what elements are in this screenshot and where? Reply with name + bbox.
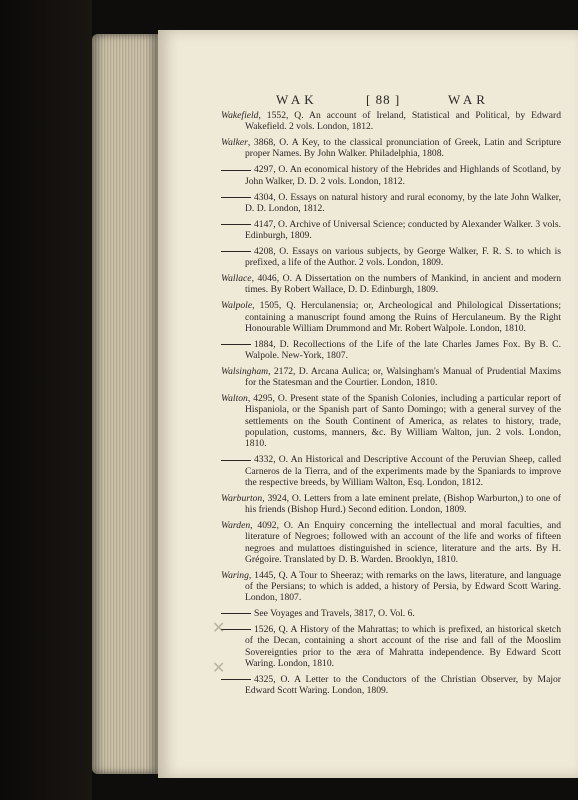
catalog-entry xyxy=(221,192,561,215)
entry-text: 4332, O. An Historical and Descriptive Account of the Peruvian Sheep, called Carneros de la Tierra, and of the experiments made by the Spaniards to improve the respective breeds, by William Walton, Esq. London, 1812. xyxy=(245,454,561,488)
entry-text: , 4092, O. An Enquiry concerning the intellectual and moral faculties, and literature of Negroes; followed with an account of the life and works of fifteen negroes and mulattoes distinguished in science, literature and the arts. By H. Grégoire. Translated by D. B. Warden. Brooklyn, 1810. xyxy=(245,519,561,565)
entry-text: , 2172, D. Arcana Aulica; or, Walsingham's Manual of Prudential Maxims for the Statesman and the Courtier. London, 1810. xyxy=(245,365,561,389)
ditto-dash xyxy=(221,251,251,252)
entry-author: Walker xyxy=(221,137,248,149)
entry-text: 1526, Q. A History of the Mahrattas; to which is prefixed, an historical sketch of the Decan, containing a short account of the rise and fall of the Mooslim Sovereignties prior to the æra of Mahratta independence. By Edward Scott Waring. London, 1810. xyxy=(245,624,561,669)
catalog-entry xyxy=(221,624,561,669)
entry-author: Warburton xyxy=(221,492,263,504)
catalog-entry xyxy=(221,393,561,449)
catalog-entry xyxy=(221,137,561,160)
entry-author: Waring xyxy=(221,569,249,581)
entry-text: , 1505, Q. Herculanensia; or, Archeological and Philological Dissertations; containing a manuscript found among the Ruins of Herculaneum. By the Right Honourable William Drummond and Mr. Robert Walpole. London, 1810. xyxy=(245,300,561,334)
catalog-entry xyxy=(221,300,561,334)
header-right: WAR xyxy=(448,92,489,107)
ditto-dash xyxy=(221,170,251,171)
entry-text: 4304, O. Essays on natural history and rural economy, by the late John Walker, D. D. London, 1812. xyxy=(245,191,561,214)
catalog-entry xyxy=(221,110,561,133)
running-header xyxy=(158,92,578,112)
catalog-entry xyxy=(221,366,561,389)
catalog-entries xyxy=(221,110,561,701)
entry-author: Warden xyxy=(221,519,251,531)
page-edges xyxy=(92,34,158,774)
entry-text: 4325, O. A Letter to the Conductors of the Christian Observer, by Major Edward Scott Waring. London, 1809. xyxy=(245,673,561,697)
entry-text: , 1552, Q. An account of Ireland, Statistical and Political, by Edward Wakefield. 2 vols. London, 1812. xyxy=(245,110,561,133)
catalog-entry xyxy=(221,493,561,516)
catalog-entry xyxy=(221,570,561,604)
catalog-entry xyxy=(221,219,561,242)
entry-text: , 3868, O. A Key, to the classical pronunciation of Greek, Latin and Scripture proper Names. By John Walker. Philadelphia, 1808. xyxy=(245,137,561,160)
entry-author: Walsingham xyxy=(221,365,269,377)
ditto-dash xyxy=(221,224,251,225)
ditto-dash xyxy=(221,679,251,680)
entry-text: See Voyages and Travels, 3817, O. Vol. 6. xyxy=(254,608,415,620)
entry-text: , 4295, O. Present state of the Spanish Colonies, including a particular report of Hispaniola, or the Spanish part of Santo Domingo; with a general survey of the settlements on the South Continent of America, as relates to history, trade, population, customs, manners, &c. By William Walton, jun. 2 vols. London, 1810. xyxy=(245,393,561,450)
ditto-dash xyxy=(221,613,251,614)
ditto-dash xyxy=(221,460,251,461)
entry-text: , 3924, O. Letters from a late eminent prelate, (Bishop Warburton,) to one of his friends (Bishop Hurd.) Second edition. London, 1809. xyxy=(245,492,561,516)
catalog-entry xyxy=(221,520,561,565)
ditto-dash xyxy=(221,197,251,198)
entry-text: 4147, O. Archive of Universal Science; conducted by Alexander Walker. 3 vols. Edinburgh, 1809. xyxy=(245,218,561,242)
book-page xyxy=(158,30,578,778)
catalog-entry xyxy=(221,608,561,619)
catalog-entry xyxy=(221,454,561,488)
entry-text: , 1445, Q. A Tour to Sheeraz; with remarks on the laws, literature, and language of the Persians; to which is added, a history of Persia, by Edward Scott Waring. London, 1807. xyxy=(245,569,561,604)
catalog-entry xyxy=(221,273,561,296)
header-left: WAK xyxy=(276,92,318,107)
entry-text: 4208, O. Essays on various subjects, by George Walker, F. R. S. to which is prefixed, a life of the Author. 2 vols. London, 1809. xyxy=(245,245,561,269)
entry-text: , 4046, O. A Dissertation on the numbers of Mankind, in ancient and modern times. By Robert Wallace, D. D. Edinburgh, 1809. xyxy=(245,273,561,296)
entry-text: 1884, D. Recollections of the Life of the late Charles James Fox. By B. C. Walpole. New-York, 1807. xyxy=(245,338,561,362)
ditto-dash xyxy=(221,344,251,345)
pencil-mark: ✕ xyxy=(212,658,226,677)
catalog-entry xyxy=(221,674,561,697)
entry-author: Wallace xyxy=(221,273,252,285)
entry-text: 4297, O. An economical history of the Hebrides and Highlands of Scotland, by John Walker, D. D. 2 vols. London, 1812. xyxy=(245,164,561,187)
entry-author: Walpole xyxy=(221,300,253,312)
background xyxy=(0,0,92,800)
catalog-entry xyxy=(221,164,561,187)
pencil-mark: ✕ xyxy=(212,618,226,637)
ditto-dash xyxy=(221,629,251,630)
page-number: [ 88 ] xyxy=(366,92,401,107)
entry-author: Walton xyxy=(221,393,248,405)
entry-author: Wakefield xyxy=(221,110,259,121)
catalog-entry xyxy=(221,246,561,269)
catalog-entry xyxy=(221,339,561,362)
